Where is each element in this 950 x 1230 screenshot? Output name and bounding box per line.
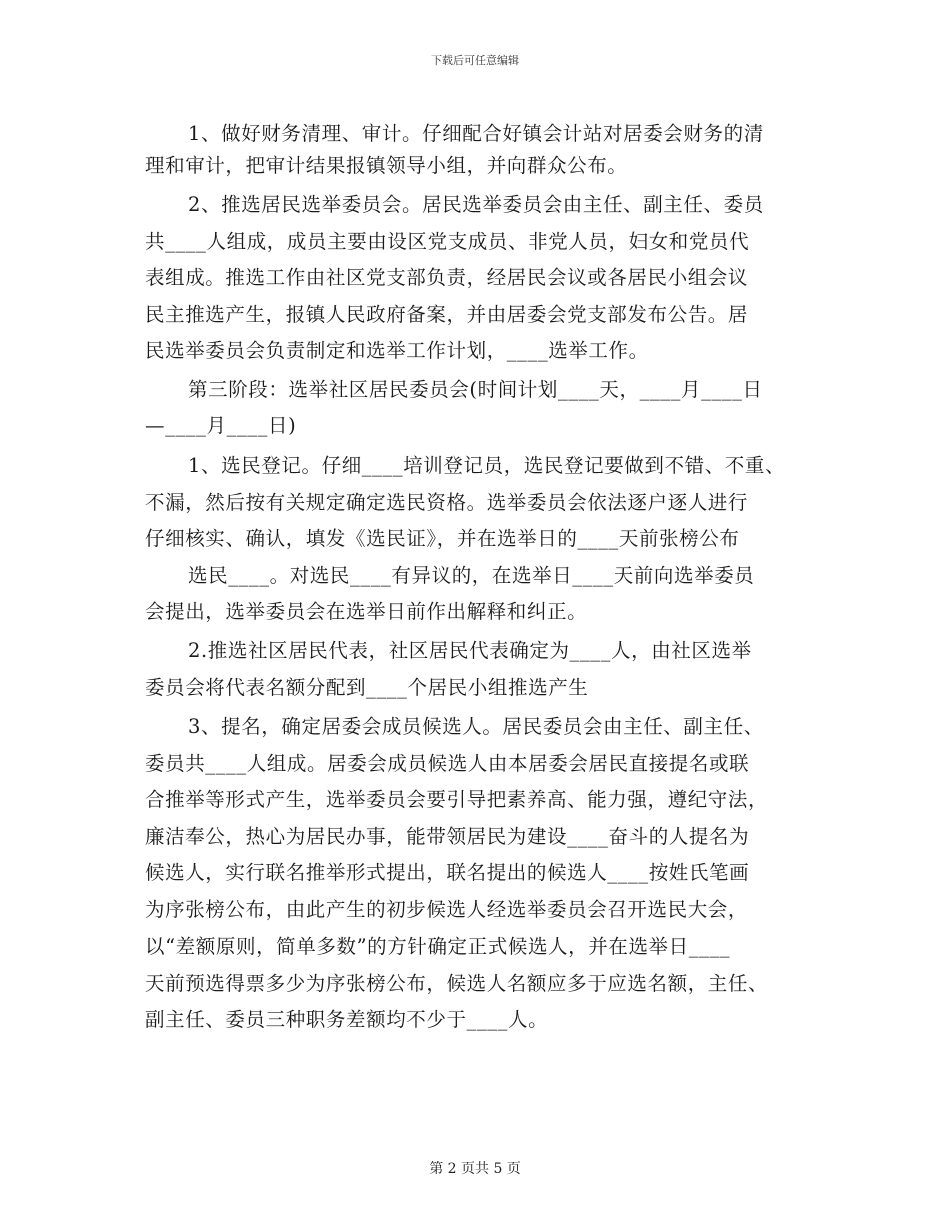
text-line: 委员共____人组成。居委会成员候选人由本居委会居民直接提名或联 [145,752,750,775]
text-line: 副主任、委员三种职务差额均不少于____人。 [145,1008,549,1031]
page-header: 下载后可任意编辑 [431,54,519,67]
text-line: 以“差额原则，简单多数”的方针确定正式候选人，并在选举日____ [145,935,731,958]
text-line: 1、做好财务清理、审计。仔细配合好镇会计站对居委会财务的清 [188,122,764,145]
text-line: 1、选民登记。仔细____培训登记员，选民登记要做到不错、不重、 [188,454,786,477]
text-line: 仔细核实、确认，填发《选民证》，并在选举日的____天前张榜公布 [145,527,740,550]
text-line: 天前预选得票多少为序张榜公布，候选人名额应多于应选名额，主任、 [145,972,769,995]
text-line: 廉洁奉公，热心为居民办事，能带领居民为建设____奋斗的人提名为 [145,825,750,848]
text-line: 共____人组成，成员主要由设区党支成员、非党人员，妇女和党员代 [145,230,750,253]
text-line: 民主推选产生，报镇人民政府备案，并由居委会党支部发布公告。居 [145,303,749,326]
text-line: 第三阶段：选举社区居民委员会(时间计划____天，____月____日 [188,378,763,401]
text-line: 为序张榜公布，由此产生的初步候选人经选举委员会召开选民大会， [145,898,749,921]
text-line: 2.推选社区居民代表，社区居民代表确定为____人，由社区选举 [188,639,752,662]
text-line: 合推举等形式产生，选举委员会要引导把素养高、能力强，遵纪守法， [145,788,769,811]
text-line: 表组成。推选工作由社区党支部负责，经居民会议或各居民小组会议 [145,266,749,289]
text-line: 委员会将代表名额分配到____个居民小组推选产生 [145,676,589,699]
text-line: 会提出，选举委员会在选举日前作出解释和纠正。 [145,600,588,623]
text-line: 选民____。对选民____有异议的，在选举日____天前向选举委员 [188,564,755,587]
text-line: —____月____日) [145,414,297,437]
page-footer: 第 2 页共 5 页 [429,1161,521,1177]
text-line: 民选举委员会负责制定和选举工作计划，____选举工作。 [145,339,649,362]
text-line: 候选人，实行联名推举形式提出，联名提出的候选人____按姓氏笔画 [145,861,750,884]
text-line: 不漏，然后按有关规定确定选民资格。选举委员会依法逐户逐人进行 [145,491,749,514]
text-line: 理和审计，把审计结果报镇领导小组，并向群众公布。 [145,154,628,177]
text-line: 3、提名，确定居委会成员候选人。居民委员会由主任、副主任、 [188,715,764,738]
text-line: 2、推选居民选举委员会。居民选举委员会由主任、副主任、委员 [188,193,764,216]
